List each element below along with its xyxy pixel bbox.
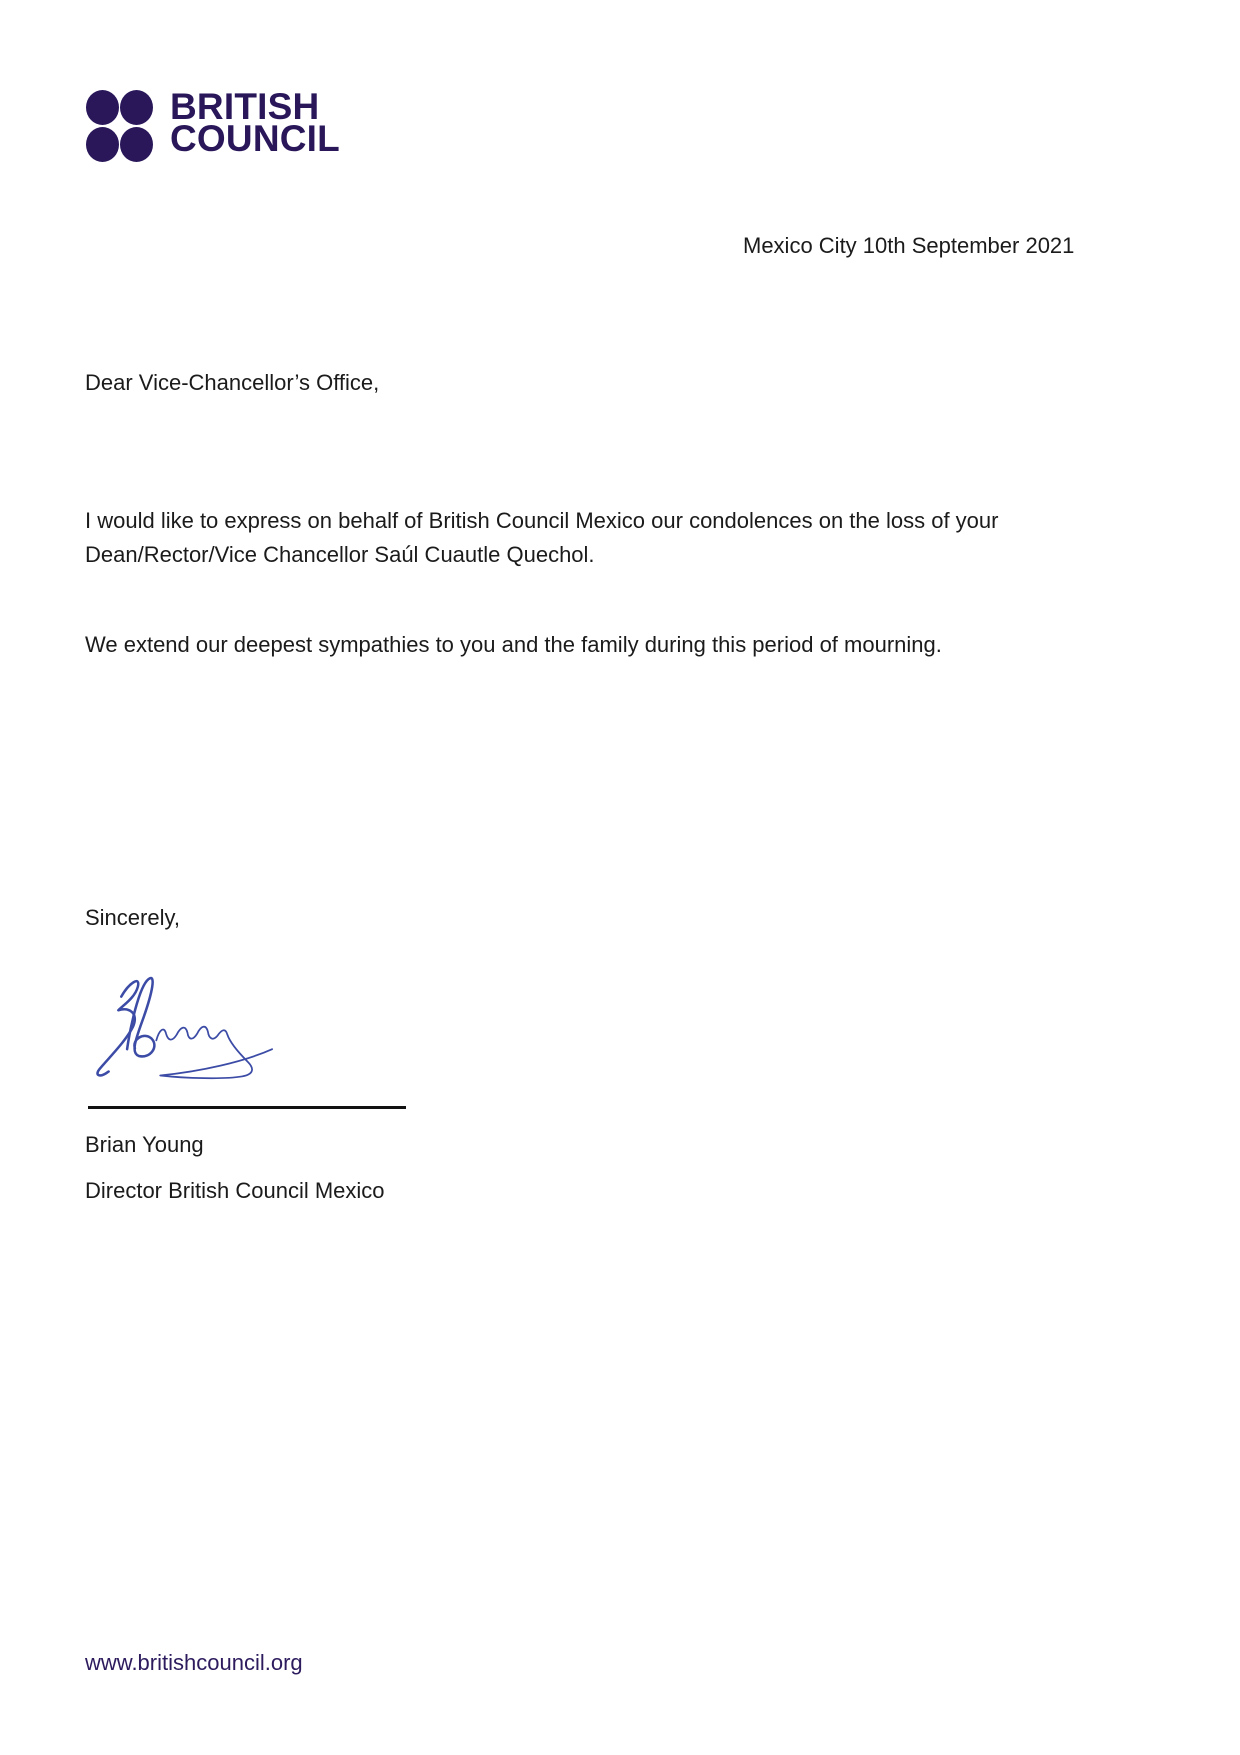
logo-word-british: BRITISH	[170, 86, 320, 127]
closing-word: Sincerely,	[85, 905, 180, 930]
signer-title: Director British Council Mexico	[85, 1178, 385, 1203]
logo-word-council: COUNCIL	[170, 118, 340, 159]
body-paragraph-2: We extend our deepest sympathies to you and the family during this period of mourning.	[85, 632, 942, 657]
signature-line	[88, 1106, 406, 1109]
salutation: Dear Vice-Chancellor’s Office,	[85, 370, 380, 395]
logo-dot-icon	[86, 127, 119, 162]
signer-name: Brian Young	[85, 1132, 204, 1157]
signature-image	[78, 946, 293, 1092]
british-council-logo	[86, 86, 356, 162]
logo-wordmark	[170, 86, 340, 159]
body-paragraph-1: I would like to express on behalf of British Council Mexico our condolences on the loss of your Dean/Rector/Vice Chancellor Saúl Cuautle Quechol.	[85, 508, 999, 567]
logo-dot-icon	[120, 90, 153, 125]
signature-strokes	[78, 946, 293, 1092]
logo-dot-icon	[86, 90, 119, 125]
footer-website-link[interactable]: www.britishcouncil.org	[85, 1650, 303, 1675]
date-line: Mexico City 10th September 2021	[743, 233, 1075, 258]
logo-dot-icon	[120, 127, 153, 162]
